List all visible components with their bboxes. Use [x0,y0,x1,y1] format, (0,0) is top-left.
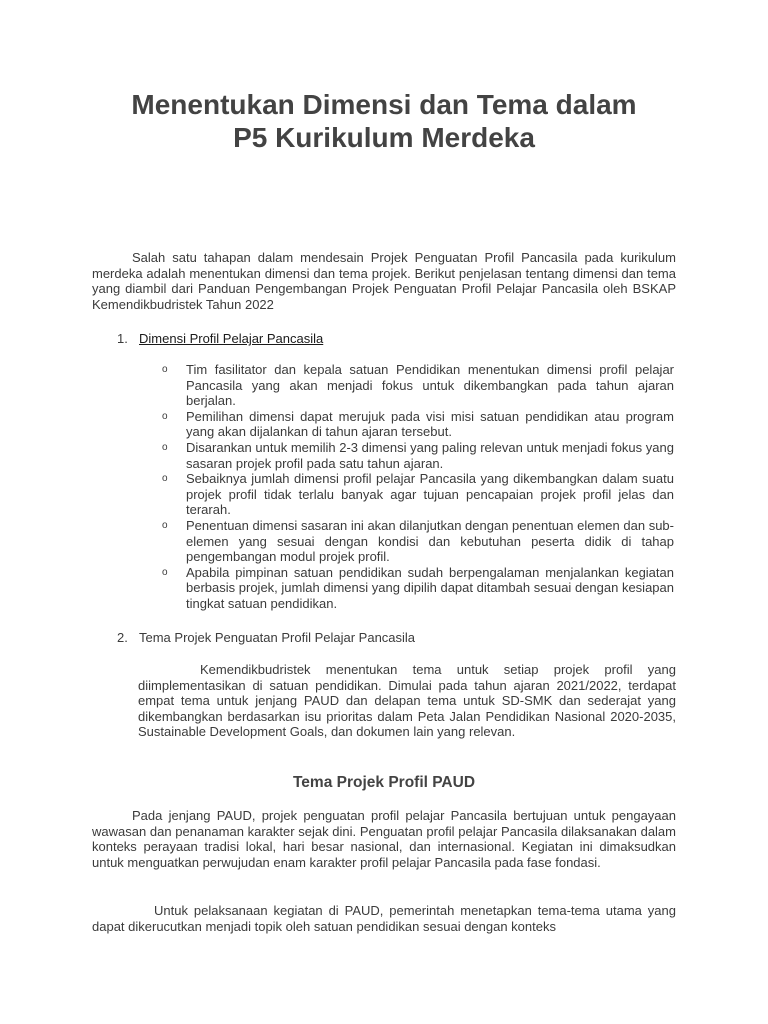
page-title-line-1: Menentukan Dimensi dan Tema dalam [131,89,637,120]
bullet-text: Pemilihan dimensi dapat merujuk pada visi misi satuan pendidikan atau program yang akan dijalankan di tahun ajaran tersebut. [186,408,674,440]
page-title [60,88,708,154]
intro-paragraph: Salah satu tahapan dalam mendesain Projek Penguatan Profil Pancasila pada kurikulum merdeka adalah menentukan dimensi dan tema projek. Berikut penjelasan tentang dimensi dan tema yang diambil dari Panduan Pengembangan Projek Penguatan Profil Pelajar Pancasila oleh BSKAP Kemendikbudristek Tahun 2022 [92,250,676,312]
section-1-number: 1. [117,331,128,346]
bullet-item [158,409,674,440]
bullet-item [158,440,674,471]
section-2-label: Tema Projek Penguatan Profil Pelajar Pancasila [139,630,416,645]
circle-bullet-icon: o [162,410,168,422]
bullet-text: Penentuan dimensi sasaran ini akan dilanjutkan dengan penentuan elemen dan sub-elemen yang sesuai dengan kondisi dan kebutuhan peserta didik di tahap pengembangan modul projek profil. [186,517,674,565]
bullet-text: Disarankan untuk memilih 2-3 dimensi yang paling relevan untuk menjadi fokus yang sasaran projek profil pada satu tahun ajaran. [186,439,674,471]
page-title-line-2: P5 Kurikulum Merdeka [233,122,535,153]
bullet-text: Apabila pimpinan satuan pendidikan sudah berpengalaman menjalankan kegiatan berbasis projek, jumlah dimensi yang dipilih dapat ditambah sesuai dengan kesiapan tingkat satuan pendidikan. [186,564,674,611]
bullet-item [158,362,674,409]
section-2-number: 2. [117,630,128,645]
section-1-label: Dimensi Profil Pelajar Pancasila [139,331,324,346]
bullet-text: Sebaiknya jumlah dimensi profil pelajar Pancasila yang dikembangkan dalam suatu projek profil tidak terlalu banyak agar tujuan pencapaian projek profil jelas dan terarah. [186,471,674,518]
bullet-item [158,518,674,565]
paud-heading: Tema Projek Profil PAUD [292,774,476,791]
paud-paragraph-1: Pada jenjang PAUD, projek penguatan profil pelajar Pancasila bertujuan untuk pengayaan wawasan dan penanaman karakter sejak dini. Penguatan profil pelajar Pancasila dilaksanakan dalam konteks perayaan tradisi lokal, hari besar nasional, dan internasional. Kegiatan ini dimaksudkan untuk menguatkan perwujudan enam karakter profil pelajar Pancasila pada fase fondasi. [92,808,676,870]
circle-bullet-icon: o [162,441,168,453]
circle-bullet-icon: o [162,473,168,485]
circle-bullet-icon: o [162,519,168,531]
circle-bullet-icon: o [162,364,168,375]
circle-bullet-icon: o [162,566,168,578]
section-2-paragraph: Kemendikbudristek menentukan tema untuk setiap projek profil yang diimplementasikan di satuan pendidikan. Dimulai pada tahun ajaran 2021/2022, terdapat empat tema untuk jenjang PAUD dan delapan tema untuk SD-SMK dan sederajat yang dikembangkan berdasarkan isu prioritas dalam Peta Jalan Pendidikan Nasional 2020-2035, Sustainable Development Goals, dan dokumen lain yang relevan. [138,662,676,740]
bullet-item [158,565,674,612]
bullet-text: Tim fasilitator dan kepala satuan Pendidikan menentukan dimensi profil pelajar Pancasila yang akan menjadi fokus untuk dikembangkan pada tahun ajaran berjalan. [186,362,674,409]
bullet-item [158,471,674,518]
paud-paragraph-2: Untuk pelaksanaan kegiatan di PAUD, pemerintah menetapkan tema-tema utama yang dapat dikerucutkan menjadi topik oleh satuan pendidikan sesuai dengan konteks [92,903,676,934]
dimension-bullet-list [158,362,674,612]
